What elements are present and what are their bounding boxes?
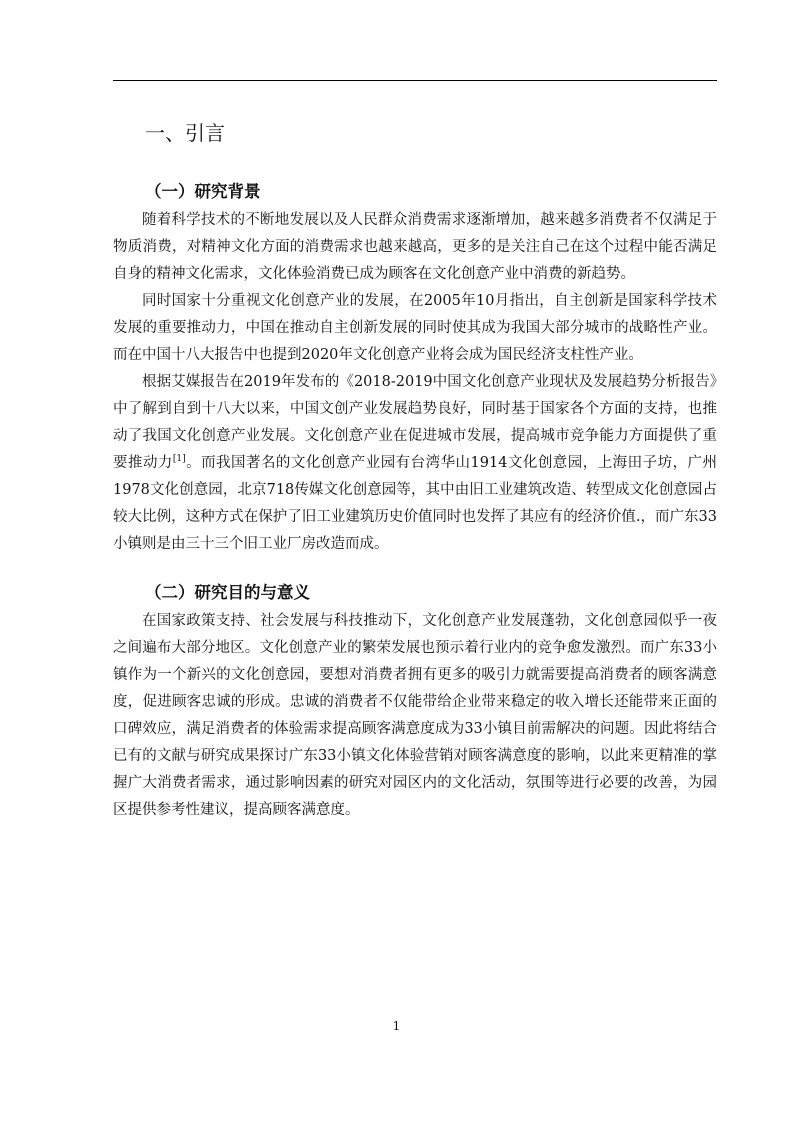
chapter-heading: 一、引言 — [145, 121, 225, 145]
section-heading-background: （一）研究背景 — [145, 182, 261, 201]
paragraph-background-3-part-a: 根据艾媒报告在2019年发布的《2018-2019中国文化创意产业现状及发展趋势分析报告》中了解到自到十八大以来，中国文创产业发展趋势良好，同时基于国家各个方面的支持，也推动了我国文化创意产业发展。文化创意产业在促进城市发展，提高城市竞争能力方面提供了重要推动力 — [113, 374, 717, 471]
citation-ref-1[interactable]: [1] — [172, 454, 186, 465]
paragraph-background-2: 同时国家十分重视文化创意产业的发展，在2005年10月指出，自主创新是国家科学技术发展的重要推动力，中国在推动自主创新发展的同时使其成为我国大部分城市的战略性产业。而在中国十八大报告中也提到2020年文化创意产业将会成为国民经济支柱性产业。 — [113, 293, 717, 363]
header-rule — [113, 80, 717, 81]
paragraph-purpose-1: 在国家政策支持、社会发展与科技推动下，文化创意产业发展蓬勃，文化创意园似乎一夜之间遍布大部分地区。文化创意产业的繁荣发展也预示着行业内的竞争愈发激烈。而广东33小镇作为一个新兴的文化创意园，要想对消费者拥有更多的吸引力就需要提高消费者的顾客满意度，促进顾客忠诚的形成。忠诚的消费者不仅能带给企业带来稳定的收入增长还能带来正面的口碑效应，满足消费者的体验需求提高顾客满意度成为33小镇目前需解决的问题。因此将结合已有的文献与研究成果探讨广东33小镇文化体验营销对顾客满意度的影响，以此来更精准的掌握广大消费者需求，通过影响因素的研究对园区内的文化活动，氛围等进行必要的改善，为园区提供参考性建议，提高顾客满意度。 — [113, 613, 717, 818]
paragraph-background-1: 随着科学技术的不断地发展以及人民群众消费需求逐渐增加，越来越多消费者不仅满足于物质消费，对精神文化方面的消费需求也越来越高，更多的是关注自己在这个过程中能否满足自身的精神文化需求，文化体验消费已成为顾客在文化创意产业中消费的新趋势。 — [113, 212, 717, 282]
page-number: 1 — [392, 1019, 401, 1033]
paragraph-background-3-part-b: 。而我国著名的文化创意产业园有台湾华山1914文化创意园，上海田子坊，广州1978文化创意园，北京718传媒文化创意园等，其中由旧工业建筑改造、转型成文化创意园占较大比例，这种方式在保护了旧工业建筑历史价值同时也发挥了其应有的经济价值.，而广东33小镇则是由三十三个旧工业厂房改造而成。 — [113, 455, 718, 552]
page-content — [113, 113, 717, 824]
section-heading-purpose: （二）研究目的与意义 — [145, 583, 310, 602]
paragraph-background-3 — [113, 369, 717, 558]
